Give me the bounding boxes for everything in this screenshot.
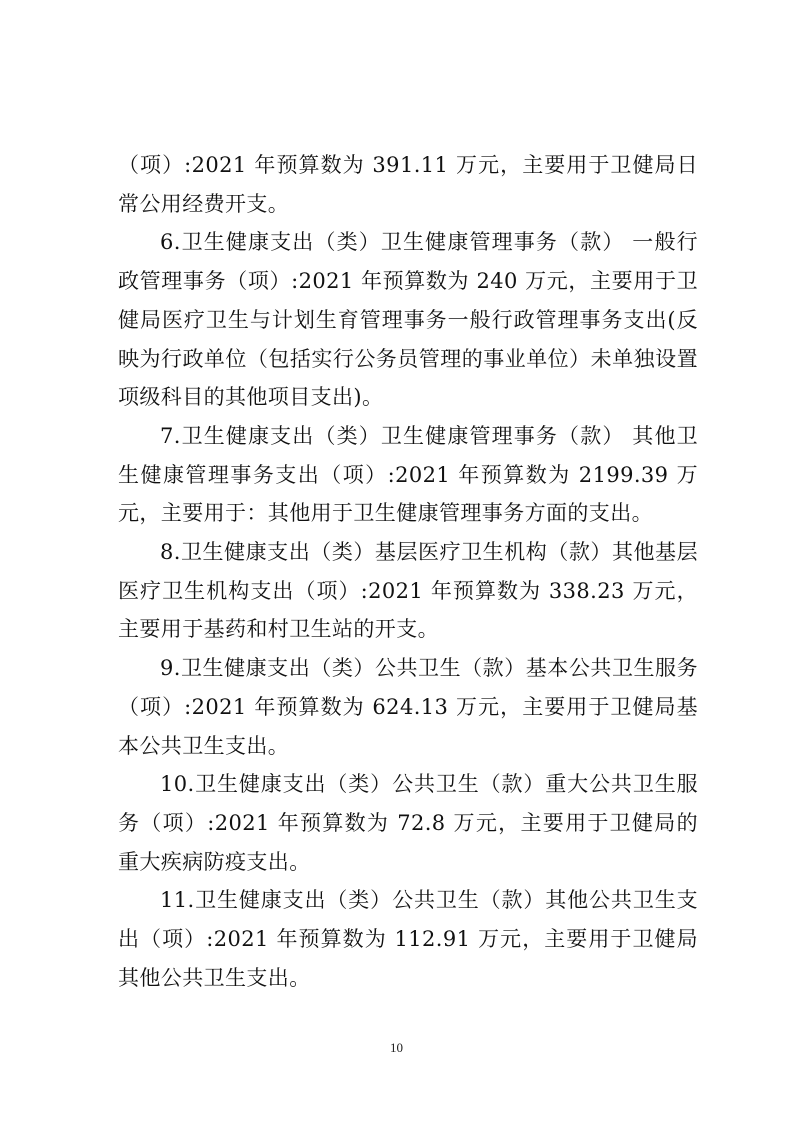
paragraph-8: 8.卫生健康支出（类）基层医疗卫生机构（款）其他基层医疗卫生机构支出（项）:2021 年预算数为 338.23 万元，主要用于基药和村卫生站的开支。 — [118, 540, 698, 642]
paragraph-11: 11.卫生健康支出（类）公共卫生（款）其他公共卫生支出（项）:2021 年预算数为 112.91 万元，主要用于卫健局其他公共卫生支出。 — [118, 888, 698, 990]
paragraph-7: 7.卫生健康支出（类）卫生健康管理事务（款） 其他卫生健康管理事务支出（项）:2021 年预算数为 2199.39 万元，主要用于：其他用于卫生健康管理事务方面的支出。 — [118, 423, 698, 526]
paragraph-10: 10.卫生健康支出（类）公共卫生（款）重大公共卫生服务（项）:2021 年预算数为 72.8 万元，主要用于卫健局的重大疾病防疫支出。 — [118, 772, 698, 874]
page-number: 10 — [390, 1040, 403, 1055]
paragraph-5-continued: （项）:2021 年预算数为 391.11 万元，主要用于卫健局日常公用经费开支。 — [118, 153, 698, 216]
paragraph-9: 9.卫生健康支出（类）公共卫生（款）基本公共卫生服务（项）:2021 年预算数为 624.13 万元，主要用于卫健局基本公共卫生支出。 — [118, 656, 698, 758]
paragraph-6: 6.卫生健康支出（类）卫生健康管理事务（款） 一般行政管理事务（项）:2021 年预算数为 240 万元，主要用于卫健局医疗卫生与计划生育管理事务一般行政管理事务支出(反映为行政单位（包括实行公务员管理的事业单位）未单独设置项级科目的其他项目支出)。 — [118, 230, 698, 410]
document-body — [118, 146, 698, 997]
